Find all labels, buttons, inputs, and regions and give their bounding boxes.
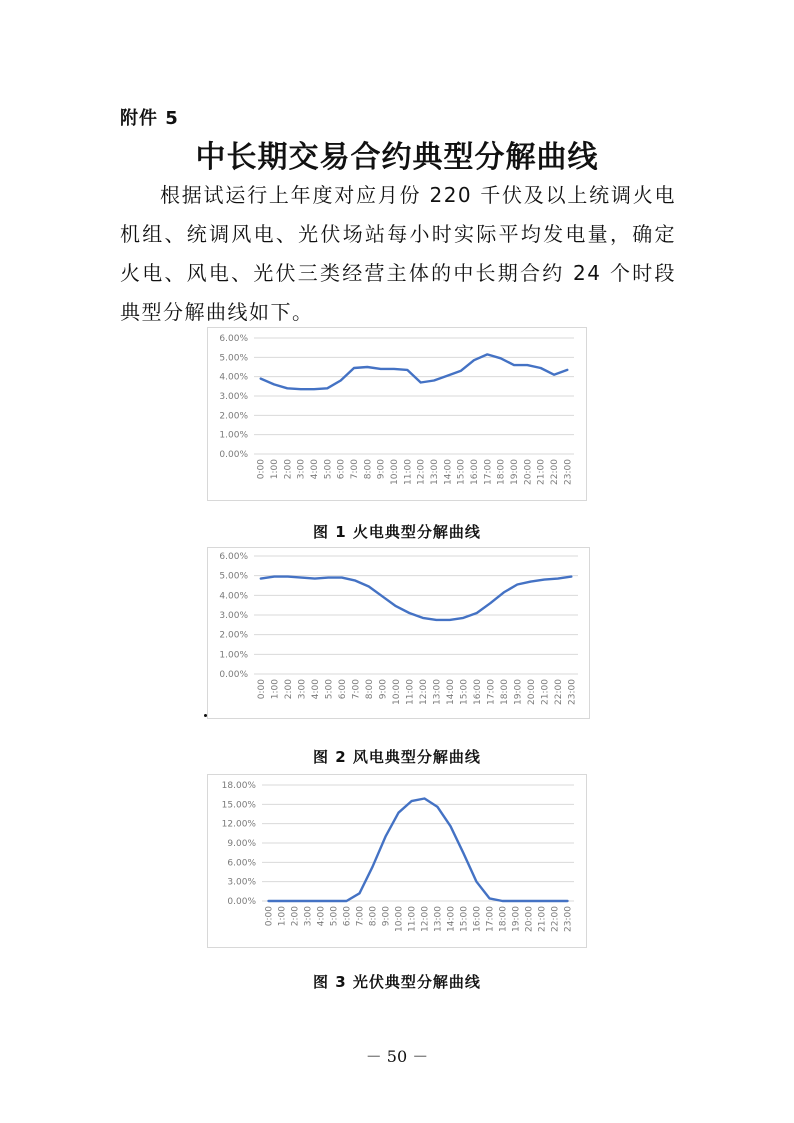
x-tick-label: 1:00 [270,679,281,700]
annex-label: 附件 5 [120,108,179,129]
x-tick-label: 12:00 [416,459,427,485]
series-line [261,577,572,620]
x-tick-label: 11:00 [403,459,414,485]
y-tick-label: 6.00% [219,552,248,562]
x-tick-label: 11:00 [405,679,416,705]
y-tick-label: 3.00% [219,392,248,402]
x-tick-label: 18:00 [496,459,507,485]
x-tick-label: 22:00 [553,679,564,705]
y-tick-label: 2.00% [219,411,248,422]
y-tick-label: 3.00% [219,611,248,621]
x-tick-label: 14:00 [443,459,454,485]
y-tick-label: 15.00% [221,800,256,811]
x-tick-label: 4:00 [310,459,320,480]
chart-solar-svg [208,775,586,947]
series-line [269,799,568,902]
x-tick-label: 20:00 [526,679,537,705]
x-tick-label: 23:00 [563,906,574,932]
y-tick-label: 2.00% [219,630,248,641]
x-tick-label: 13:00 [432,679,443,705]
stray-dot [204,714,207,717]
x-tick-label: 1:00 [277,906,288,927]
y-tick-label: 5.00% [219,571,248,582]
x-tick-label: 15:00 [456,459,467,485]
x-tick-label: 0:00 [264,906,275,927]
x-tick-label: 5:00 [323,459,334,480]
chart-solar [207,774,587,948]
intro-paragraph: 根据试运行上年度对应月份 220 千伏及以上统调火电机组、统调风电、光伏场站每小时实际平均发电量，确定火电、风电、光伏三类经营主体的中长期合约 24 个时段典型分解曲线如下。 [120,183,676,324]
page-number: － 50 － [365,1047,429,1066]
x-tick-label: 21:00 [540,679,551,705]
x-tick-label: 17:00 [483,459,494,485]
x-tick-label: 22:00 [550,906,561,932]
x-tick-label: 14:00 [445,679,456,705]
x-tick-label: 22:00 [550,459,560,485]
x-tick-label: 8:00 [368,906,379,927]
x-tick-label: 6:00 [342,906,353,927]
x-tick-label: 10:00 [390,459,400,485]
y-tick-label: 4.00% [219,372,248,383]
y-tick-label: 9.00% [227,839,256,849]
chart-wind [207,547,590,719]
x-tick-label: 11:00 [407,906,418,932]
x-tick-label: 20:00 [523,459,534,485]
x-tick-label: 4:00 [316,906,327,927]
y-tick-label: 5.00% [219,353,248,364]
x-tick-label: 17:00 [486,679,497,705]
x-tick-label: 18:00 [499,679,510,705]
x-tick-label: 9:00 [381,906,392,927]
x-tick-label: 16:00 [472,906,483,932]
caption-wind: 图 2 风电典型分解曲线 [313,748,481,766]
x-tick-label: 15:00 [459,679,470,705]
x-tick-label: 23:00 [563,459,574,485]
x-tick-label: 7:00 [355,906,366,927]
x-tick-label: 8:00 [363,459,374,480]
chart-wind-svg [208,548,589,718]
x-tick-label: 9:00 [378,679,389,700]
y-tick-label: 0.00% [219,450,248,460]
y-tick-label: 4.00% [219,591,248,602]
y-tick-label: 1.00% [219,430,248,441]
x-tick-label: 5:00 [324,679,335,700]
y-tick-label: 18.00% [221,781,256,791]
x-tick-label: 4:00 [310,679,321,700]
y-tick-label: 6.00% [219,334,248,344]
y-tick-label: 3.00% [227,877,256,888]
y-tick-label: 1.00% [219,650,248,661]
x-tick-label: 3:00 [297,679,308,700]
x-tick-label: 2:00 [283,459,294,480]
x-tick-label: 0:00 [256,459,267,480]
x-tick-label: 0:00 [256,679,267,700]
x-tick-label: 21:00 [537,906,548,932]
x-tick-label: 5:00 [329,906,340,927]
x-tick-label: 2:00 [283,679,294,700]
x-tick-label: 18:00 [498,906,509,932]
chart-thermal-svg [208,328,586,500]
x-tick-label: 16:00 [472,679,483,705]
x-tick-label: 6:00 [336,459,347,480]
x-tick-label: 3:00 [303,906,314,927]
document-title: 中长期交易合约典型分解曲线 [195,140,599,175]
x-tick-label: 6:00 [337,679,348,700]
x-tick-label: 20:00 [524,906,535,932]
caption-thermal: 图 1 火电典型分解曲线 [313,523,481,541]
x-tick-label: 13:00 [433,906,444,932]
caption-solar: 图 3 光伏典型分解曲线 [313,973,481,991]
x-tick-label: 13:00 [430,459,440,485]
x-tick-label: 21:00 [536,459,547,485]
x-tick-label: 15:00 [459,906,470,932]
x-tick-label: 19:00 [513,679,524,705]
x-tick-label: 7:00 [350,459,360,480]
x-tick-label: 19:00 [511,906,522,932]
y-tick-label: 0.00% [219,670,248,680]
x-tick-label: 10:00 [391,679,402,705]
x-tick-label: 19:00 [510,459,520,485]
x-tick-label: 14:00 [446,906,457,932]
x-tick-label: 17:00 [485,906,496,932]
x-tick-label: 1:00 [270,459,280,480]
series-line [261,354,568,389]
chart-thermal [207,327,587,501]
y-tick-label: 6.00% [227,858,256,869]
x-tick-label: 7:00 [351,679,362,700]
x-tick-label: 8:00 [364,679,375,700]
x-tick-label: 10:00 [394,906,405,932]
y-tick-label: 0.00% [227,897,256,907]
x-tick-label: 3:00 [296,459,307,480]
x-tick-label: 23:00 [567,679,578,705]
y-tick-label: 12.00% [221,819,256,830]
x-tick-label: 12:00 [418,679,429,705]
x-tick-label: 16:00 [470,459,480,485]
x-tick-label: 2:00 [290,906,301,927]
x-tick-label: 9:00 [376,459,387,480]
x-tick-label: 12:00 [420,906,431,932]
